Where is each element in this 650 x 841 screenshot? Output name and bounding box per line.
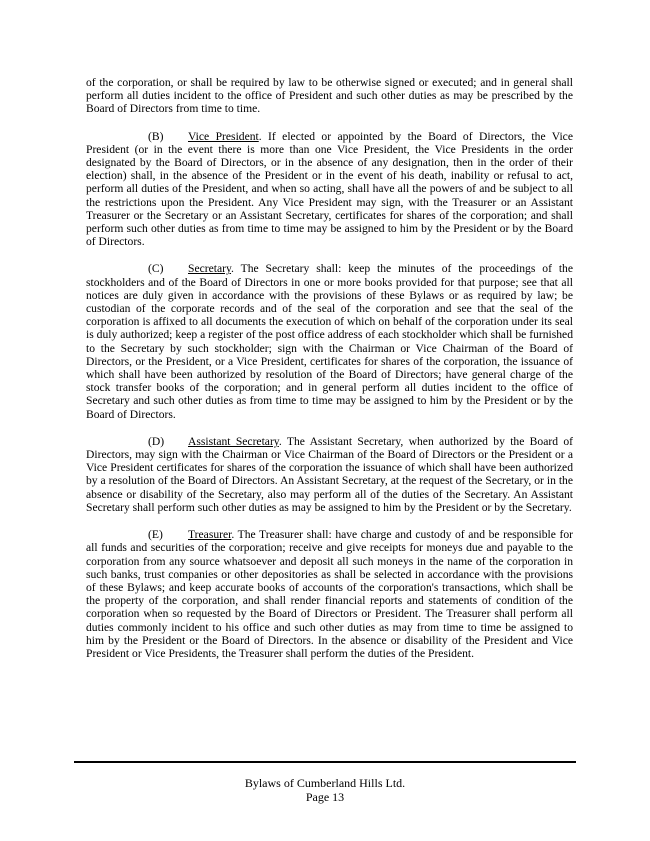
section-d-heading: Assistant Secretary [188,434,279,448]
section-c-paragraph [86,262,573,420]
section-c-letter: (C) [148,262,164,276]
section-e-text: . The Treasurer shall: have charge and custody of and be responsible for all funds and securities of the corporation; receive and give receipts for moneys due and payable to the corporation from any source whatsoever and deposit all such moneys in the name of the corporation in such banks, trust companies or other depositories as shall be selected in accordance with the provisions of these Bylaws; and keep accurate books of accounts of the corporation's transactions, which shall be the property of the corporation, and shall render financial reports and statements of condition of the corporation when so requested by the Board of Directors or President. The Treasurer shall perform all duties commonly incident to his office and such other duties as may from time to time be assigned to him by the President or the Board of Directors. In the absence or disability of the President and Vice President or Vice Presidents, the Treasurer shall perform the duties of the President. [86,528,573,660]
intro-paragraph: of the corporation, or shall be required by law to be otherwise signed or executed; and in general shall perform all duties incident to the office of President and such other duties as may be prescribed by the Board of Directors from time to time. [86,76,573,116]
section-c-heading: Secretary [188,262,232,276]
section-b-letter: (B) [148,129,164,143]
section-c-text: . The Secretary shall: keep the minutes of the proceedings of the stockholders and of the Board of Directors in one or more books provided for that purpose; see that all notices are duly given in accordance with the provisions of these Bylaws or as required by law; be custodian of the corporate records and of the seal of the corporation and see that the seal of the corporation is affixed to all documents the execution of which on behalf of the corporation under its seal is duly authorized; keep a register of the post office address of each stockholder which shall be furnished to the Secretary by such stockholder; sign with the Chairman or Vice Chairman of the Board of Directors, or the President, or a Vice President, certificates for shares of the corporation, the issuance of which shall have been authorized by resolution of the Board of Directors; have general charge of the stock transfer books of the corporation; and in general perform all duties incident to the office of Secretary and such other duties as from time to time may be assigned to him by the President or by the Board of Directors. [86,262,573,421]
footer-document-title: Bylaws of Cumberland Hills Ltd. [244,776,406,790]
section-d-paragraph [86,435,573,514]
footer-page-number: Page 13 [305,790,345,804]
section-d-text: . The Assistant Secretary, when authorized by the Board of Directors, may sign with the Chairman or Vice Chairman of the Board of Directors or the President or a Vice President certificates for shares of the corporation the issuance of which shall have been authorized by a resolution of the Board of Directors. An Assistant Secretary, at the request of the Secretary, or in the absence or disability of the Secretary, also may perform all of the duties of the Secretary. An Assistant Secretary shall perform such other duties as may be assigned to him by the President or by the Secretary. [86,434,573,514]
section-b-heading: Vice President [188,129,259,143]
section-e-heading: Treasurer [188,528,232,542]
section-d-letter: (D) [148,434,165,448]
document-body [86,76,573,674]
section-b-paragraph [86,130,573,249]
page-footer [0,776,650,804]
section-e-paragraph [86,528,573,660]
section-e-letter: (E) [148,528,163,542]
footer-divider [74,761,576,763]
section-b-text: . If elected or appointed by the Board of Directors, the Vice President (or in the event there is more than one Vice President, the Vice Presidents in the order designated by the Board of Directors, or in the absence of any designation, then in the order of their election) shall, in the absence of the President or in the event of his death, inability or refusal to act, perform all duties of the President, and when so acting, shall have all the powers of and be subject to all the restrictions upon the President. Any Vice President may sign, with the Treasurer or an Assistant Treasurer or the Secretary or an Assistant Secretary, certificates for shares of the corporation; and shall perform such other duties as from time to time may be assigned to him by the President or by the Board of Directors. [86,129,573,249]
